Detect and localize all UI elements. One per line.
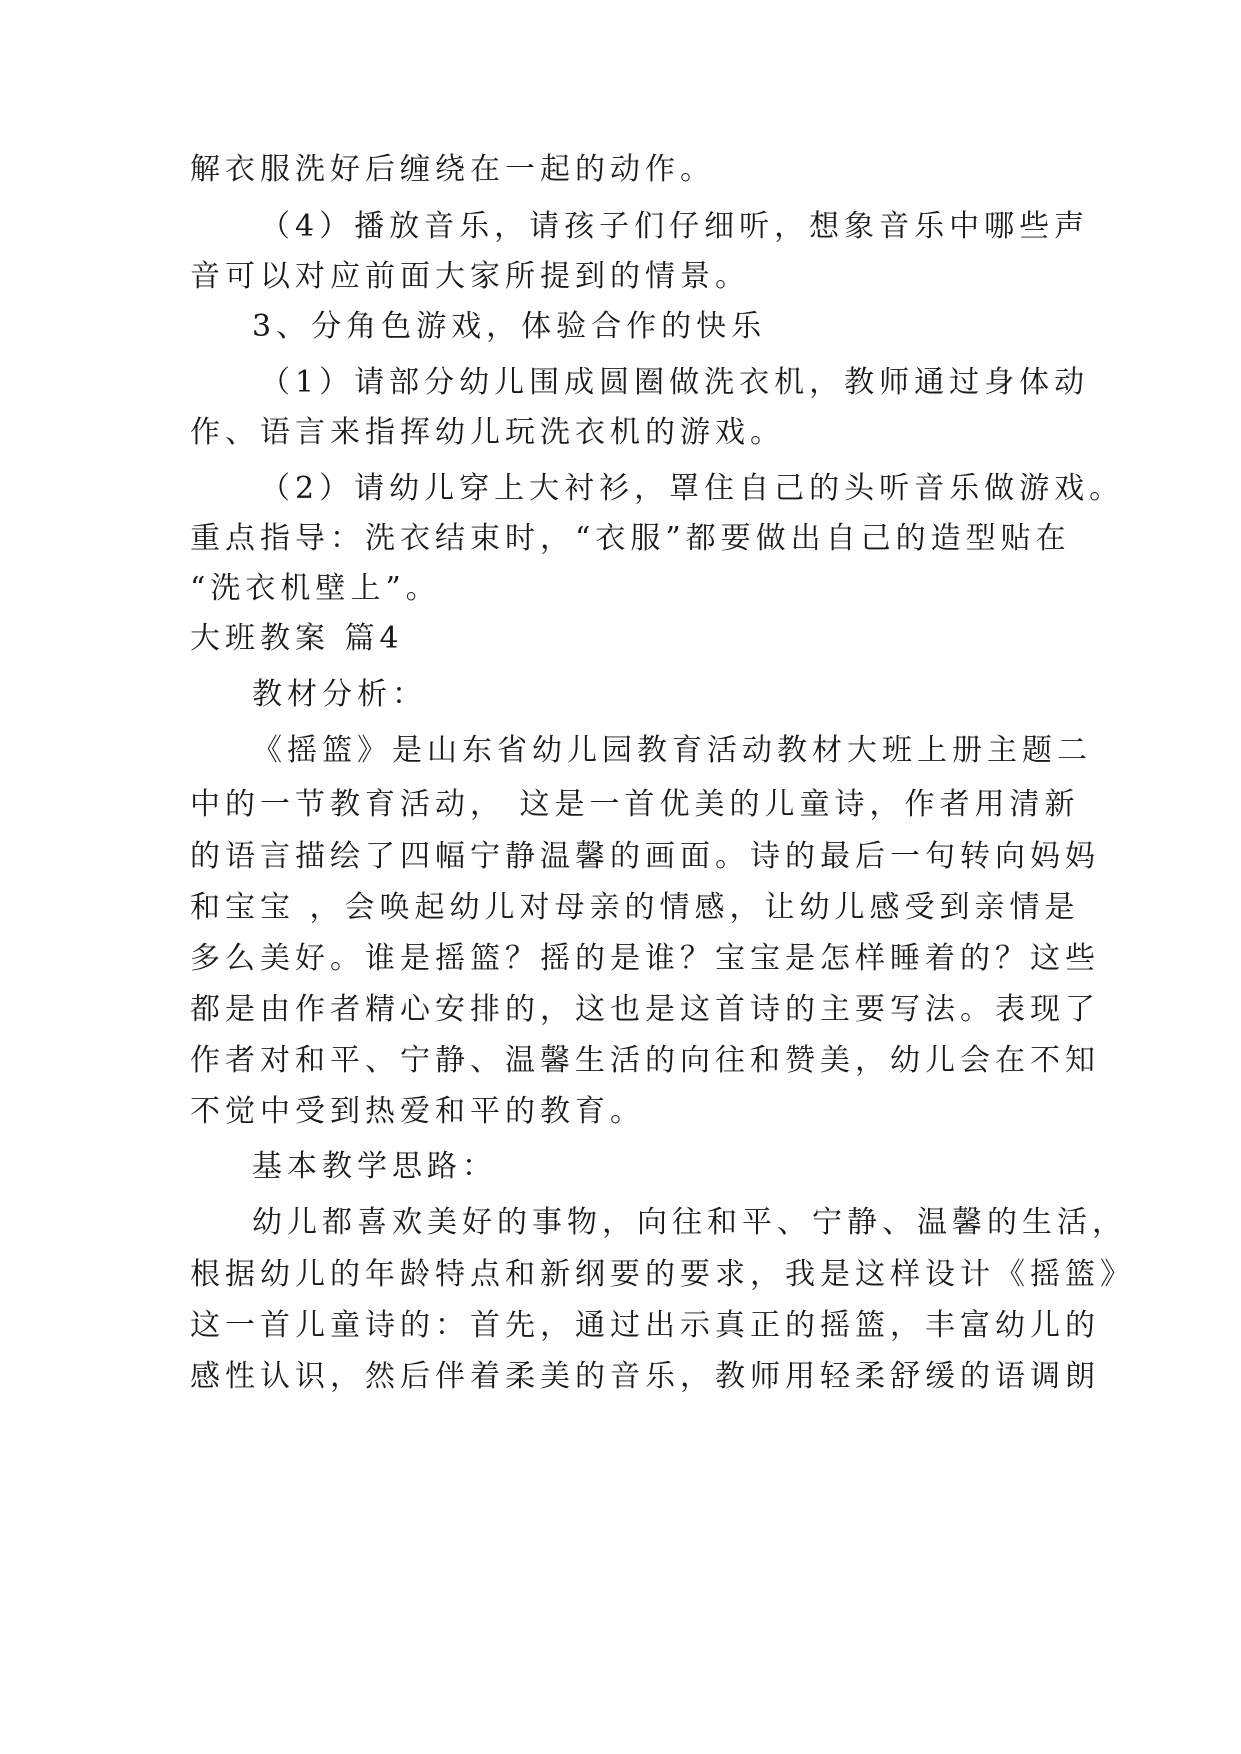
text-line: 幼儿都喜欢美好的事物，向往和平、宁静、温馨的生活， bbox=[252, 1205, 1127, 1240]
text-line: 《摇篮》是山东省幼儿园教育活动教材大班上册主题二 bbox=[252, 733, 1092, 768]
subheading: 基本教学思路： bbox=[252, 1149, 497, 1184]
text-line: 和宝宝 ，会唤起幼儿对母亲的情感，让幼儿感受到亲情是 bbox=[190, 890, 1080, 925]
text-line: 多么美好。谁是摇篮？摇的是谁？宝宝是怎样睡着的？这些 bbox=[190, 941, 1100, 976]
text-line: 作、语言来指挥幼儿玩洗衣机的游戏。 bbox=[190, 415, 785, 450]
text-line: 作者对和平、宁静、温馨生活的向往和赞美，幼儿会在不知 bbox=[190, 1043, 1100, 1078]
subheading: 教材分析： bbox=[252, 677, 427, 712]
text-line: 感性认识，然后伴着柔美的音乐，教师用轻柔舒缓的语调朗 bbox=[190, 1359, 1100, 1394]
text-line: 都是由作者精心安排的，这也是这首诗的主要写法。表现了 bbox=[190, 992, 1100, 1027]
section-heading: 3、分角色游戏，体验合作的快乐 bbox=[252, 309, 767, 344]
text-line: 不觉中受到热爱和平的教育。 bbox=[190, 1094, 645, 1129]
text-line: 这一首儿童诗的：首先，通过出示真正的摇篮，丰富幼儿的 bbox=[190, 1308, 1100, 1343]
text-line: （4）播放音乐，请孩子们仔细听，想象音乐中哪些声 bbox=[260, 209, 1090, 244]
text-line: 重点指导：洗衣结束时，“衣服”都要做出自己的造型贴在 bbox=[190, 521, 1071, 556]
text-line: 的语言描绘了四幅宁静温馨的画面。诗的最后一句转向妈妈 bbox=[190, 839, 1100, 874]
text-line: 音可以对应前面大家所提到的情景。 bbox=[190, 259, 750, 294]
text-line: 根据幼儿的年龄特点和新纲要的要求，我是这样设计《摇篮》 bbox=[190, 1257, 1135, 1292]
text-line: （2）请幼儿穿上大衬衫，罩住自己的头听音乐做游戏。 bbox=[260, 471, 1125, 506]
text-line: （1）请部分幼儿围成圆圈做洗衣机，教师通过身体动 bbox=[260, 365, 1090, 400]
text-line: “洗衣机壁上”。 bbox=[190, 571, 441, 606]
text-line: 中的一节教育活动， 这是一首优美的儿童诗，作者用清新 bbox=[190, 787, 1080, 822]
text-line: 解衣服洗好后缠绕在一起的动作。 bbox=[190, 152, 715, 187]
lesson-title: 大班教案 篇4 bbox=[190, 621, 404, 656]
